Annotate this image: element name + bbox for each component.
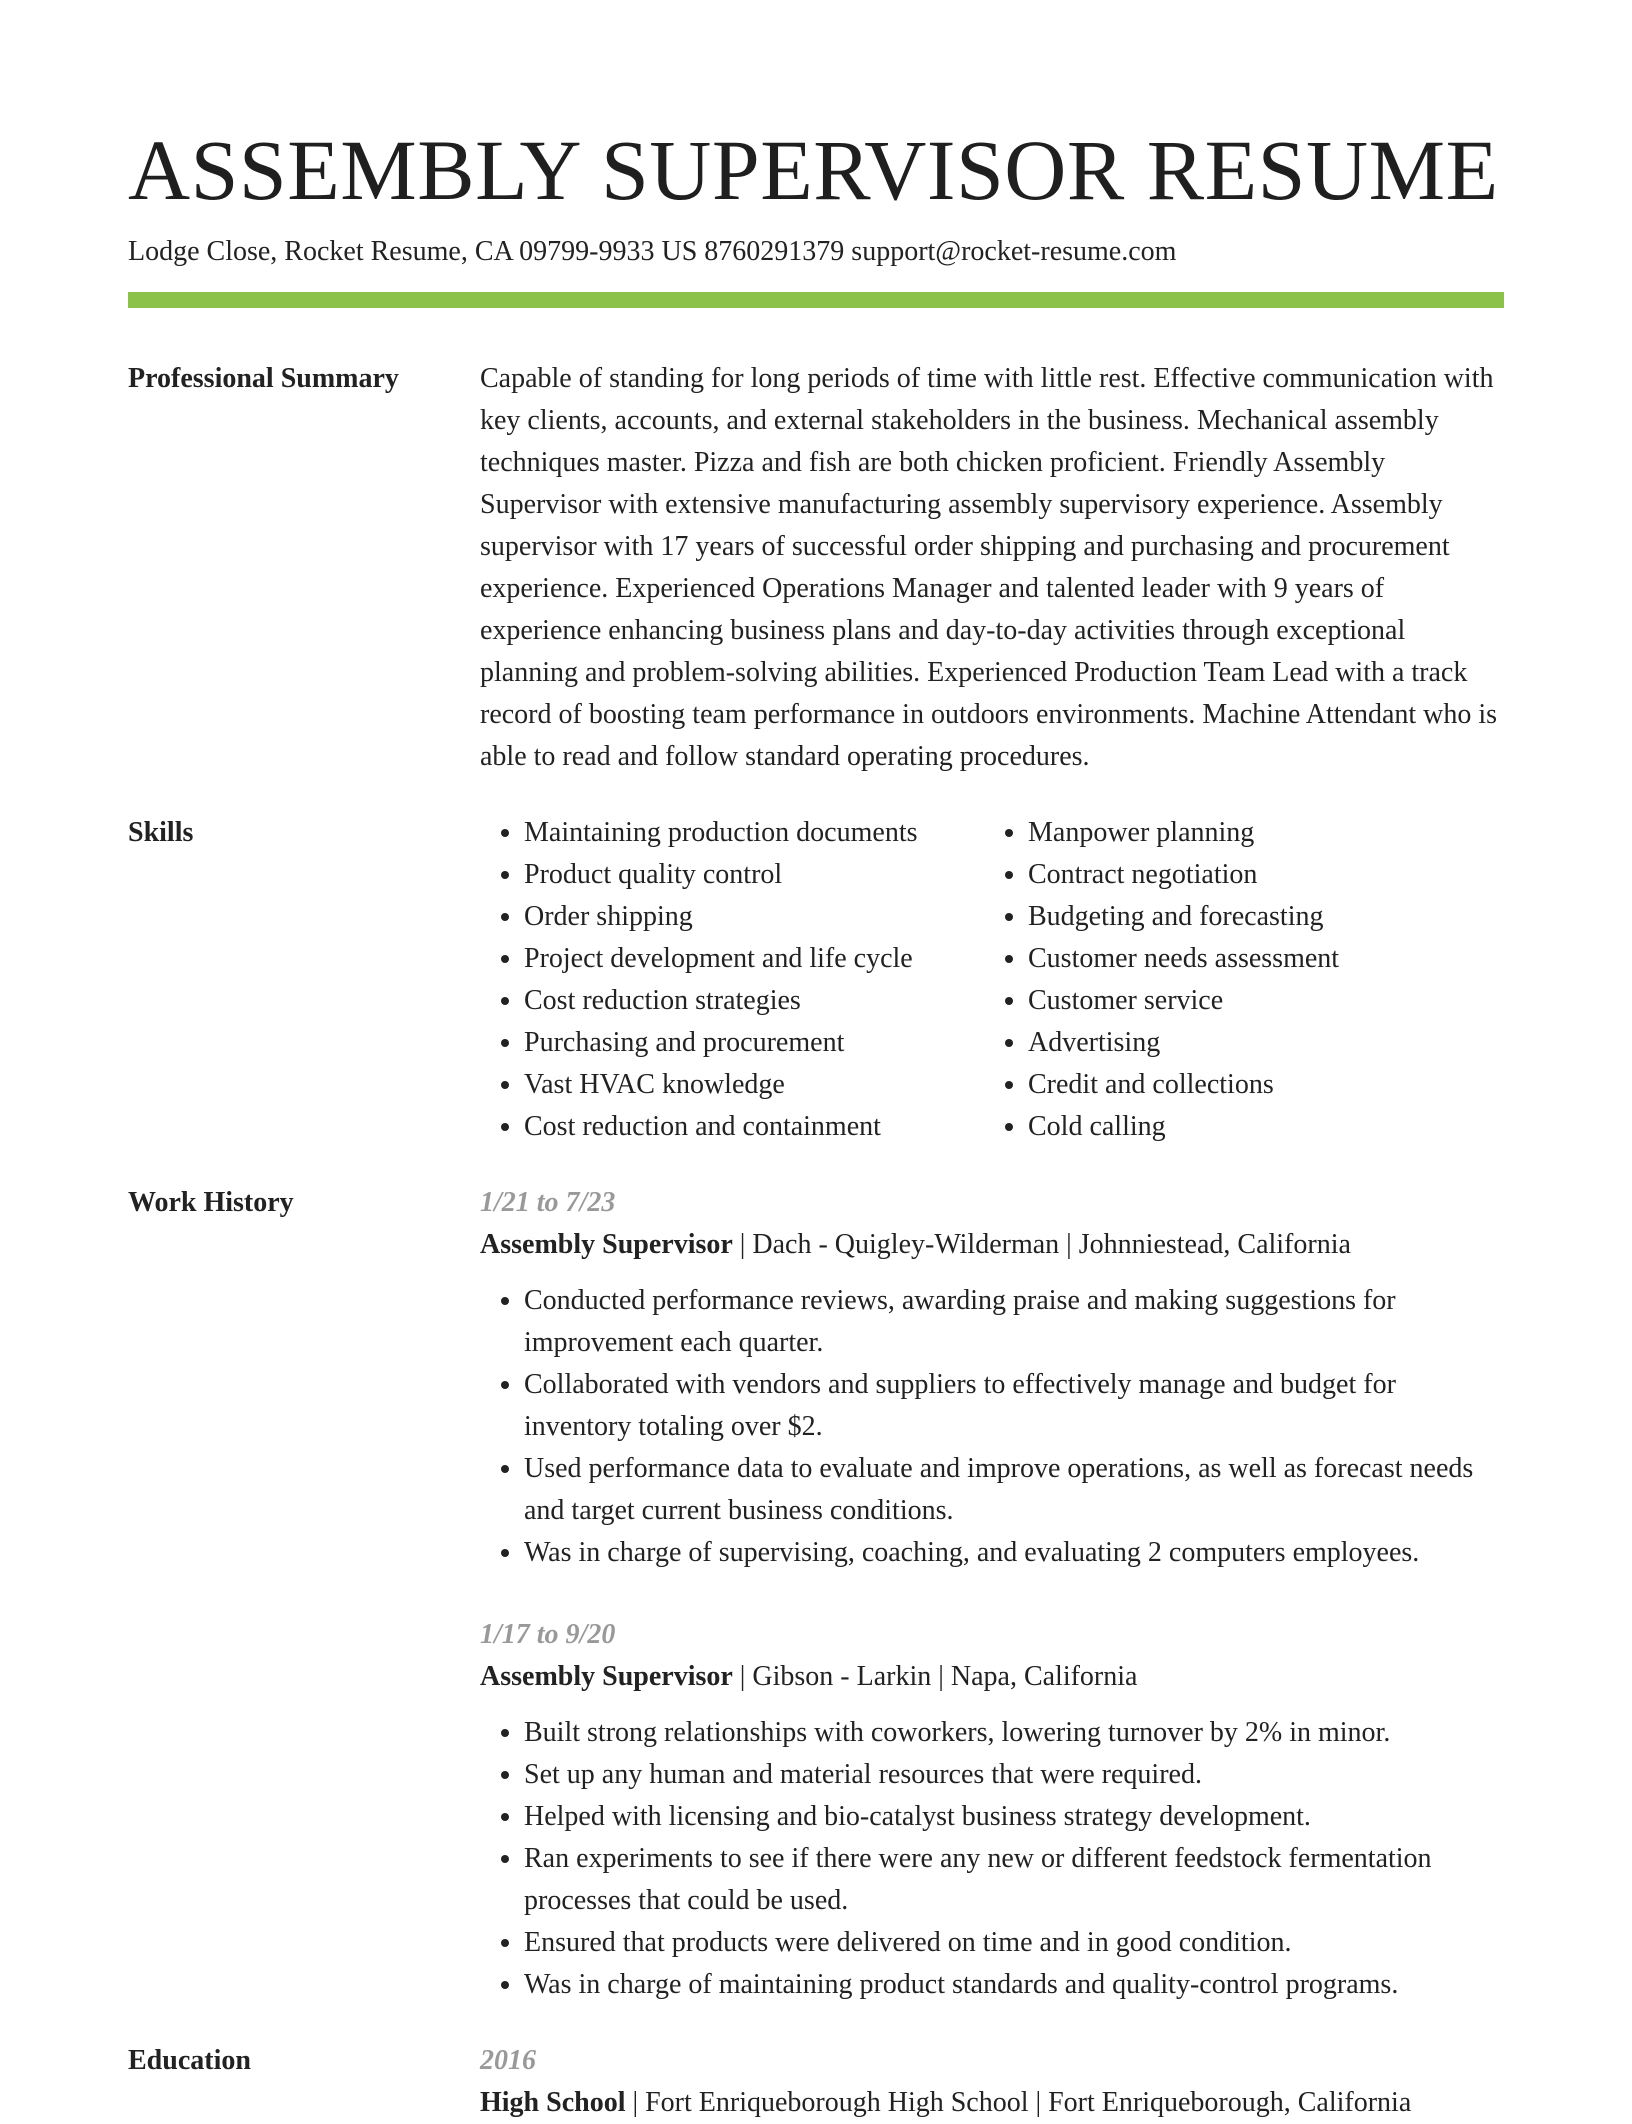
skill-item: • Cost reduction strategies <box>524 980 984 1022</box>
job-bullet: • Conducted performance reviews, awarding praise and making suggestions for improvement each quarter. <box>524 1280 1504 1364</box>
skill-item: • Maintaining production documents <box>524 812 984 854</box>
skill-item: • Advertising <box>1028 1022 1339 1064</box>
work-history-heading: Work History <box>128 1187 294 1218</box>
contact-address: Lodge Close, Rocket Resume, CA 09799-9933 US <box>128 236 698 267</box>
skill-item: • Cost reduction and containment <box>524 1106 984 1148</box>
skill-item: • Customer service <box>1028 980 1339 1022</box>
education-year: 2016 <box>480 2045 536 2076</box>
job-dates: 1/17 to 9/20 <box>480 1619 616 1650</box>
job-bullet: • Set up any human and material resources that were required. <box>524 1754 1504 1796</box>
work-history-section <box>128 1182 1504 2006</box>
skill-item: • Credit and collections <box>1028 1064 1339 1106</box>
skill-item: • Manpower planning <box>1028 812 1339 854</box>
job-title-line <box>480 1224 1504 1266</box>
skills-heading: Skills <box>128 817 194 848</box>
summary-section <box>128 358 1504 778</box>
job-details: | Gibson - Larkin | Napa, California <box>732 1661 1138 1692</box>
skills-column-2 <box>984 812 1339 1148</box>
job-dates: 1/21 to 7/23 <box>480 1187 616 1218</box>
education-section <box>128 2040 1504 2124</box>
contact-line <box>128 232 1504 272</box>
job-title-line <box>480 1656 1504 1698</box>
job-bullet: • Ran experiments to see if there were any new or different feedstock fermentation processes that could be used. <box>524 1838 1504 1922</box>
job-bullet: • Was in charge of maintaining product standards and quality-control programs. <box>524 1964 1504 2006</box>
skills-section <box>128 812 1504 1148</box>
skill-item: • Order shipping <box>524 896 984 938</box>
resume-title: ASSEMBLY SUPERVISOR RESUME <box>128 122 1499 218</box>
contact-email: support@rocket-resume.com <box>851 236 1177 267</box>
summary-heading: Professional Summary <box>128 363 399 394</box>
skill-item: • Contract negotiation <box>1028 854 1339 896</box>
job-bullet: • Built strong relationships with coworkers, lowering turnover by 2% in minor. <box>524 1712 1504 1754</box>
job-entry <box>480 1182 1504 1574</box>
resume-page <box>128 120 1504 2124</box>
skill-item: • Cold calling <box>1028 1106 1339 1148</box>
skill-item: • Project development and life cycle <box>524 938 984 980</box>
job-bullet: • Ensured that products were delivered on time and in good condition. <box>524 1922 1504 1964</box>
job-role: Assembly Supervisor <box>480 1661 733 1692</box>
education-line <box>480 2082 1504 2124</box>
job-bullets <box>480 1712 1504 2006</box>
education-degree: High School <box>480 2087 626 2118</box>
job-bullets <box>480 1280 1504 1574</box>
job-bullet: • Collaborated with vendors and suppliers to effectively manage and budget for inventory totaling over $2. <box>524 1364 1504 1448</box>
skill-item: • Budgeting and forecasting <box>1028 896 1339 938</box>
job-role: Assembly Supervisor <box>480 1229 733 1260</box>
job-bullet: • Used performance data to evaluate and improve operations, as well as forecast needs and target current business conditions. <box>524 1448 1504 1532</box>
job-entry <box>480 1614 1504 2006</box>
job-bullet: • Helped with licensing and bio-catalyst business strategy development. <box>524 1796 1504 1838</box>
job-details: | Dach - Quigley-Wilderman | Johnniestead, California <box>732 1229 1351 1260</box>
contact-phone: 8760291379 <box>704 236 845 267</box>
job-bullet: • Was in charge of supervising, coaching, and evaluating 2 computers employees. <box>524 1532 1504 1574</box>
summary-text: Capable of standing for long periods of time with little rest. Effective communication with key clients, accounts, and external stakeholders in the business. Mechanical assembly techniques master. Pizza and fish are both chicken proficient. Friendly Assembly Supervisor with extensive manufacturing assembly supervisory experience. Assembly supervisor with 17 years of successful order shipping and purchasing and procurement experience. Experienced Operations Manager and talented leader with 9 years of experience enhancing business plans and day-to-day activities through exceptional planning and problem-solving abilities. Experienced Production Team Lead with a track record of boosting team performance in outdoors environments. Machine Attendant who is able to read and follow standard operating procedures. <box>480 363 1498 772</box>
skill-item: • Product quality control <box>524 854 984 896</box>
accent-divider <box>128 292 1504 308</box>
skill-item: • Purchasing and procurement <box>524 1022 984 1064</box>
skills-column-1 <box>480 812 984 1148</box>
skill-item: • Customer needs assessment <box>1028 938 1339 980</box>
education-heading: Education <box>128 2045 251 2076</box>
skill-item: • Vast HVAC knowledge <box>524 1064 984 1106</box>
education-details: | Fort Enriqueborough High School | Fort Enriqueborough, California <box>625 2087 1412 2118</box>
